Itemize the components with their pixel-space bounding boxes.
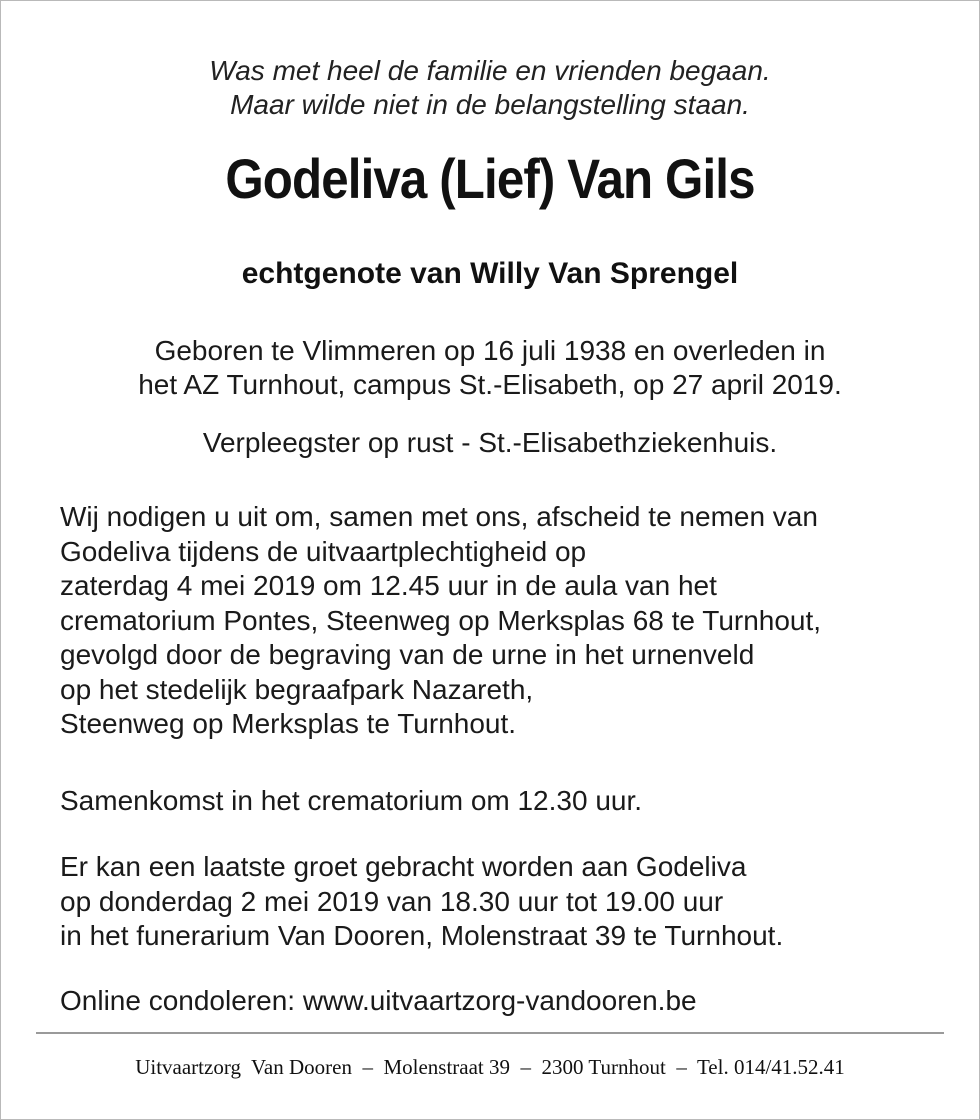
invitation-line: gevolgd door de begraving van de urne in het urnenveld bbox=[60, 639, 755, 670]
invitation-line: crematorium Pontes, Steenweg op Merksplas 68 te Turnhout, bbox=[60, 604, 822, 636]
motto bbox=[0, 54, 980, 122]
gathering-info: Samenkomst in het crematorium om 12.30 uur. bbox=[60, 785, 643, 816]
funeral-home-footer bbox=[0, 1053, 980, 1081]
invitation-line: zaterdag 4 mei 2019 om 12.45 uur in de aula van het bbox=[60, 570, 717, 601]
motto-line-2: Maar wilde niet in de belangstelling staan. bbox=[230, 89, 750, 120]
online-condolence: Online condoleren: www.uitvaartzorg-vandooren.be bbox=[60, 985, 697, 1016]
visitation-line: op donderdag 2 mei 2019 van 18.30 uur tot 19.00 uur bbox=[60, 885, 724, 917]
invitation-line: op het stedelijk begraafpark Nazareth, bbox=[60, 673, 534, 705]
motto-line-1: Was met heel de familie en vrienden begaan. bbox=[209, 55, 771, 86]
birth-death-line-2: het AZ Turnhout, campus St.-Elisabeth, op 27 april 2019. bbox=[138, 369, 842, 400]
occupation: Verpleegster op rust - St.-Elisabethziekenhuis. bbox=[202, 427, 778, 458]
deceased-name: Godeliva (Lief) Van Gils bbox=[225, 147, 755, 210]
invitation-line: Steenweg op Merksplas te Turnhout. bbox=[60, 708, 517, 739]
footer-separator: – bbox=[362, 1055, 373, 1079]
birth-death-info bbox=[0, 334, 980, 402]
birth-death-line-1: Geboren te Vlimmeren op 16 juli 1938 en overleden in bbox=[154, 335, 826, 366]
visitation-info bbox=[60, 850, 960, 954]
footer-divider bbox=[36, 1032, 944, 1034]
footer-separator: – bbox=[520, 1055, 532, 1079]
footer-city: 2300 Turnhout bbox=[541, 1055, 666, 1079]
footer-phone: Tel. 014/41.52.41 bbox=[696, 1055, 845, 1079]
invitation-line: Godeliva tijdens de uitvaartplechtigheid op bbox=[60, 535, 587, 567]
footer-separator: – bbox=[676, 1055, 687, 1079]
visitation-line: Er kan een laatste groet gebracht worden aan Godeliva bbox=[60, 851, 747, 882]
funeral-invitation bbox=[60, 500, 960, 742]
footer-address: Molenstraat 39 bbox=[383, 1055, 511, 1079]
spouse-line: echtgenote van Willy Van Sprengel bbox=[241, 257, 739, 290]
invitation-line: Wij nodigen u uit om, samen met ons, afscheid te nemen van bbox=[60, 501, 818, 532]
footer-company: Uitvaartzorg Van Dooren bbox=[135, 1055, 352, 1079]
visitation-line: in het funerarium Van Dooren, Molenstraat 39 te Turnhout. bbox=[60, 920, 784, 951]
